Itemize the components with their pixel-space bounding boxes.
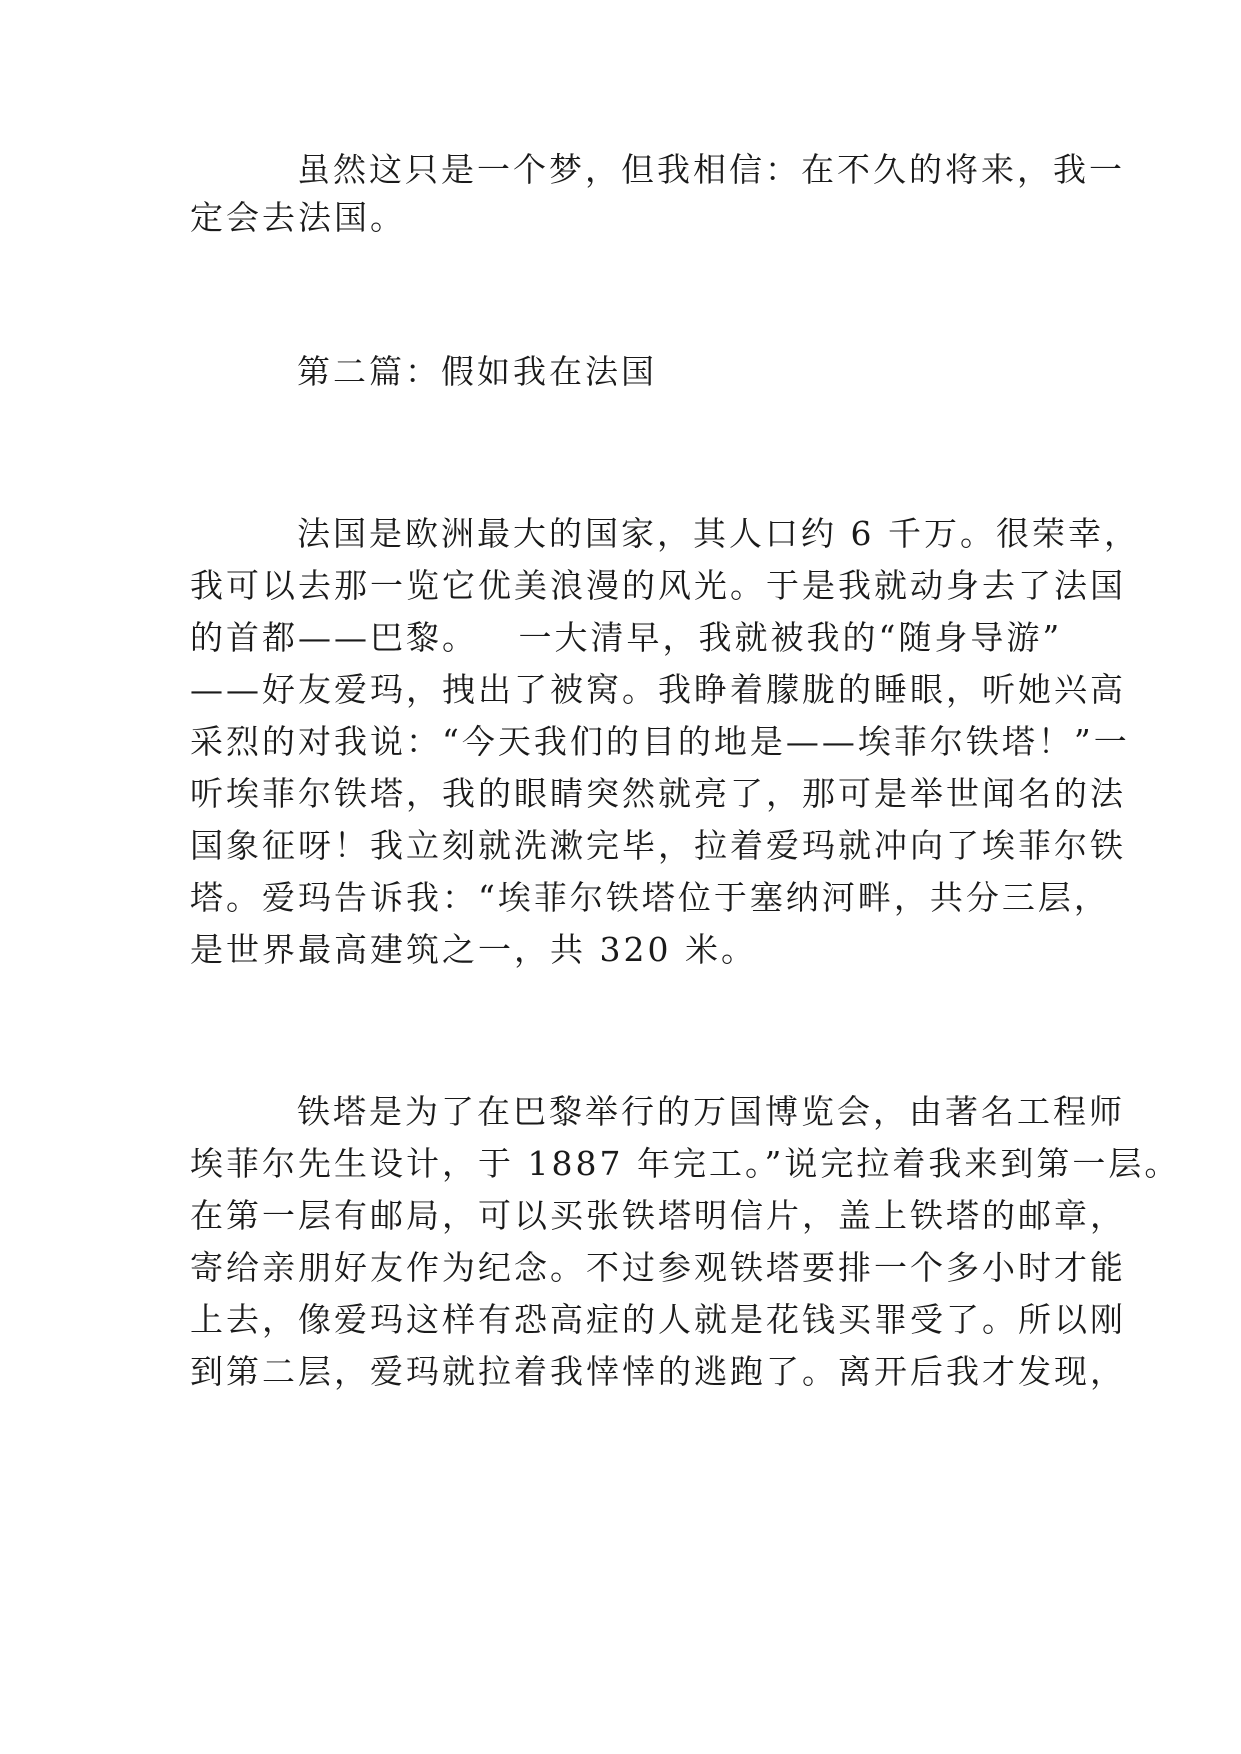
paragraph-2-line-9: 是世界最高建筑之一，共 320 米。 bbox=[190, 930, 757, 969]
paragraph-1-line-2: 定会去法国。 bbox=[190, 198, 406, 237]
paragraph-2-line-3: 的首都——巴黎。 一大清早，我就被我的“随身导游” bbox=[190, 618, 1063, 657]
paragraph-2-line-4: ——好友爱玛，拽出了被窝。我睁着朦胧的睡眼，听她兴高 bbox=[190, 670, 1126, 709]
paragraph-2-line-8: 塔。爱玛告诉我：“埃菲尔铁塔位于塞纳河畔，共分三层， bbox=[190, 878, 1110, 917]
paragraph-3-line-6: 到第二层，爱玛就拉着我悻悻的逃跑了。离开后我才发现， bbox=[190, 1352, 1126, 1391]
paragraph-1-line-1: 虽然这只是一个梦，但我相信：在不久的将来，我一 bbox=[297, 150, 1125, 189]
paragraph-3-line-2: 埃菲尔先生设计，于 1887 年完工。”说完拉着我来到第一层。 bbox=[190, 1144, 1181, 1183]
paragraph-2-line-5: 采烈的对我说：“今天我们的目的地是——埃菲尔铁塔！”一 bbox=[190, 722, 1130, 761]
paragraph-3-line-1: 铁塔是为了在巴黎举行的万国博览会，由著名工程师 bbox=[297, 1092, 1125, 1131]
paragraph-3-line-3: 在第一层有邮局，可以买张铁塔明信片，盖上铁塔的邮章， bbox=[190, 1196, 1126, 1235]
paragraph-2-line-1: 法国是欧洲最大的国家，其人口约 6 千万。很荣幸， bbox=[297, 514, 1140, 553]
section-heading: 第二篇：假如我在法国 bbox=[297, 352, 657, 391]
paragraph-2-line-2: 我可以去那一览它优美浪漫的风光。于是我就动身去了法国 bbox=[190, 566, 1126, 605]
paragraph-3-line-4: 寄给亲朋好友作为纪念。不过参观铁塔要排一个多小时才能 bbox=[190, 1248, 1126, 1287]
paragraph-2-line-7: 国象征呀！我立刻就洗漱完毕，拉着爱玛就冲向了埃菲尔铁 bbox=[190, 826, 1126, 865]
paragraph-2-line-6: 听埃菲尔铁塔，我的眼睛突然就亮了，那可是举世闻名的法 bbox=[190, 774, 1126, 813]
paragraph-3-line-5: 上去，像爱玛这样有恐高症的人就是花钱买罪受了。所以刚 bbox=[190, 1300, 1126, 1339]
